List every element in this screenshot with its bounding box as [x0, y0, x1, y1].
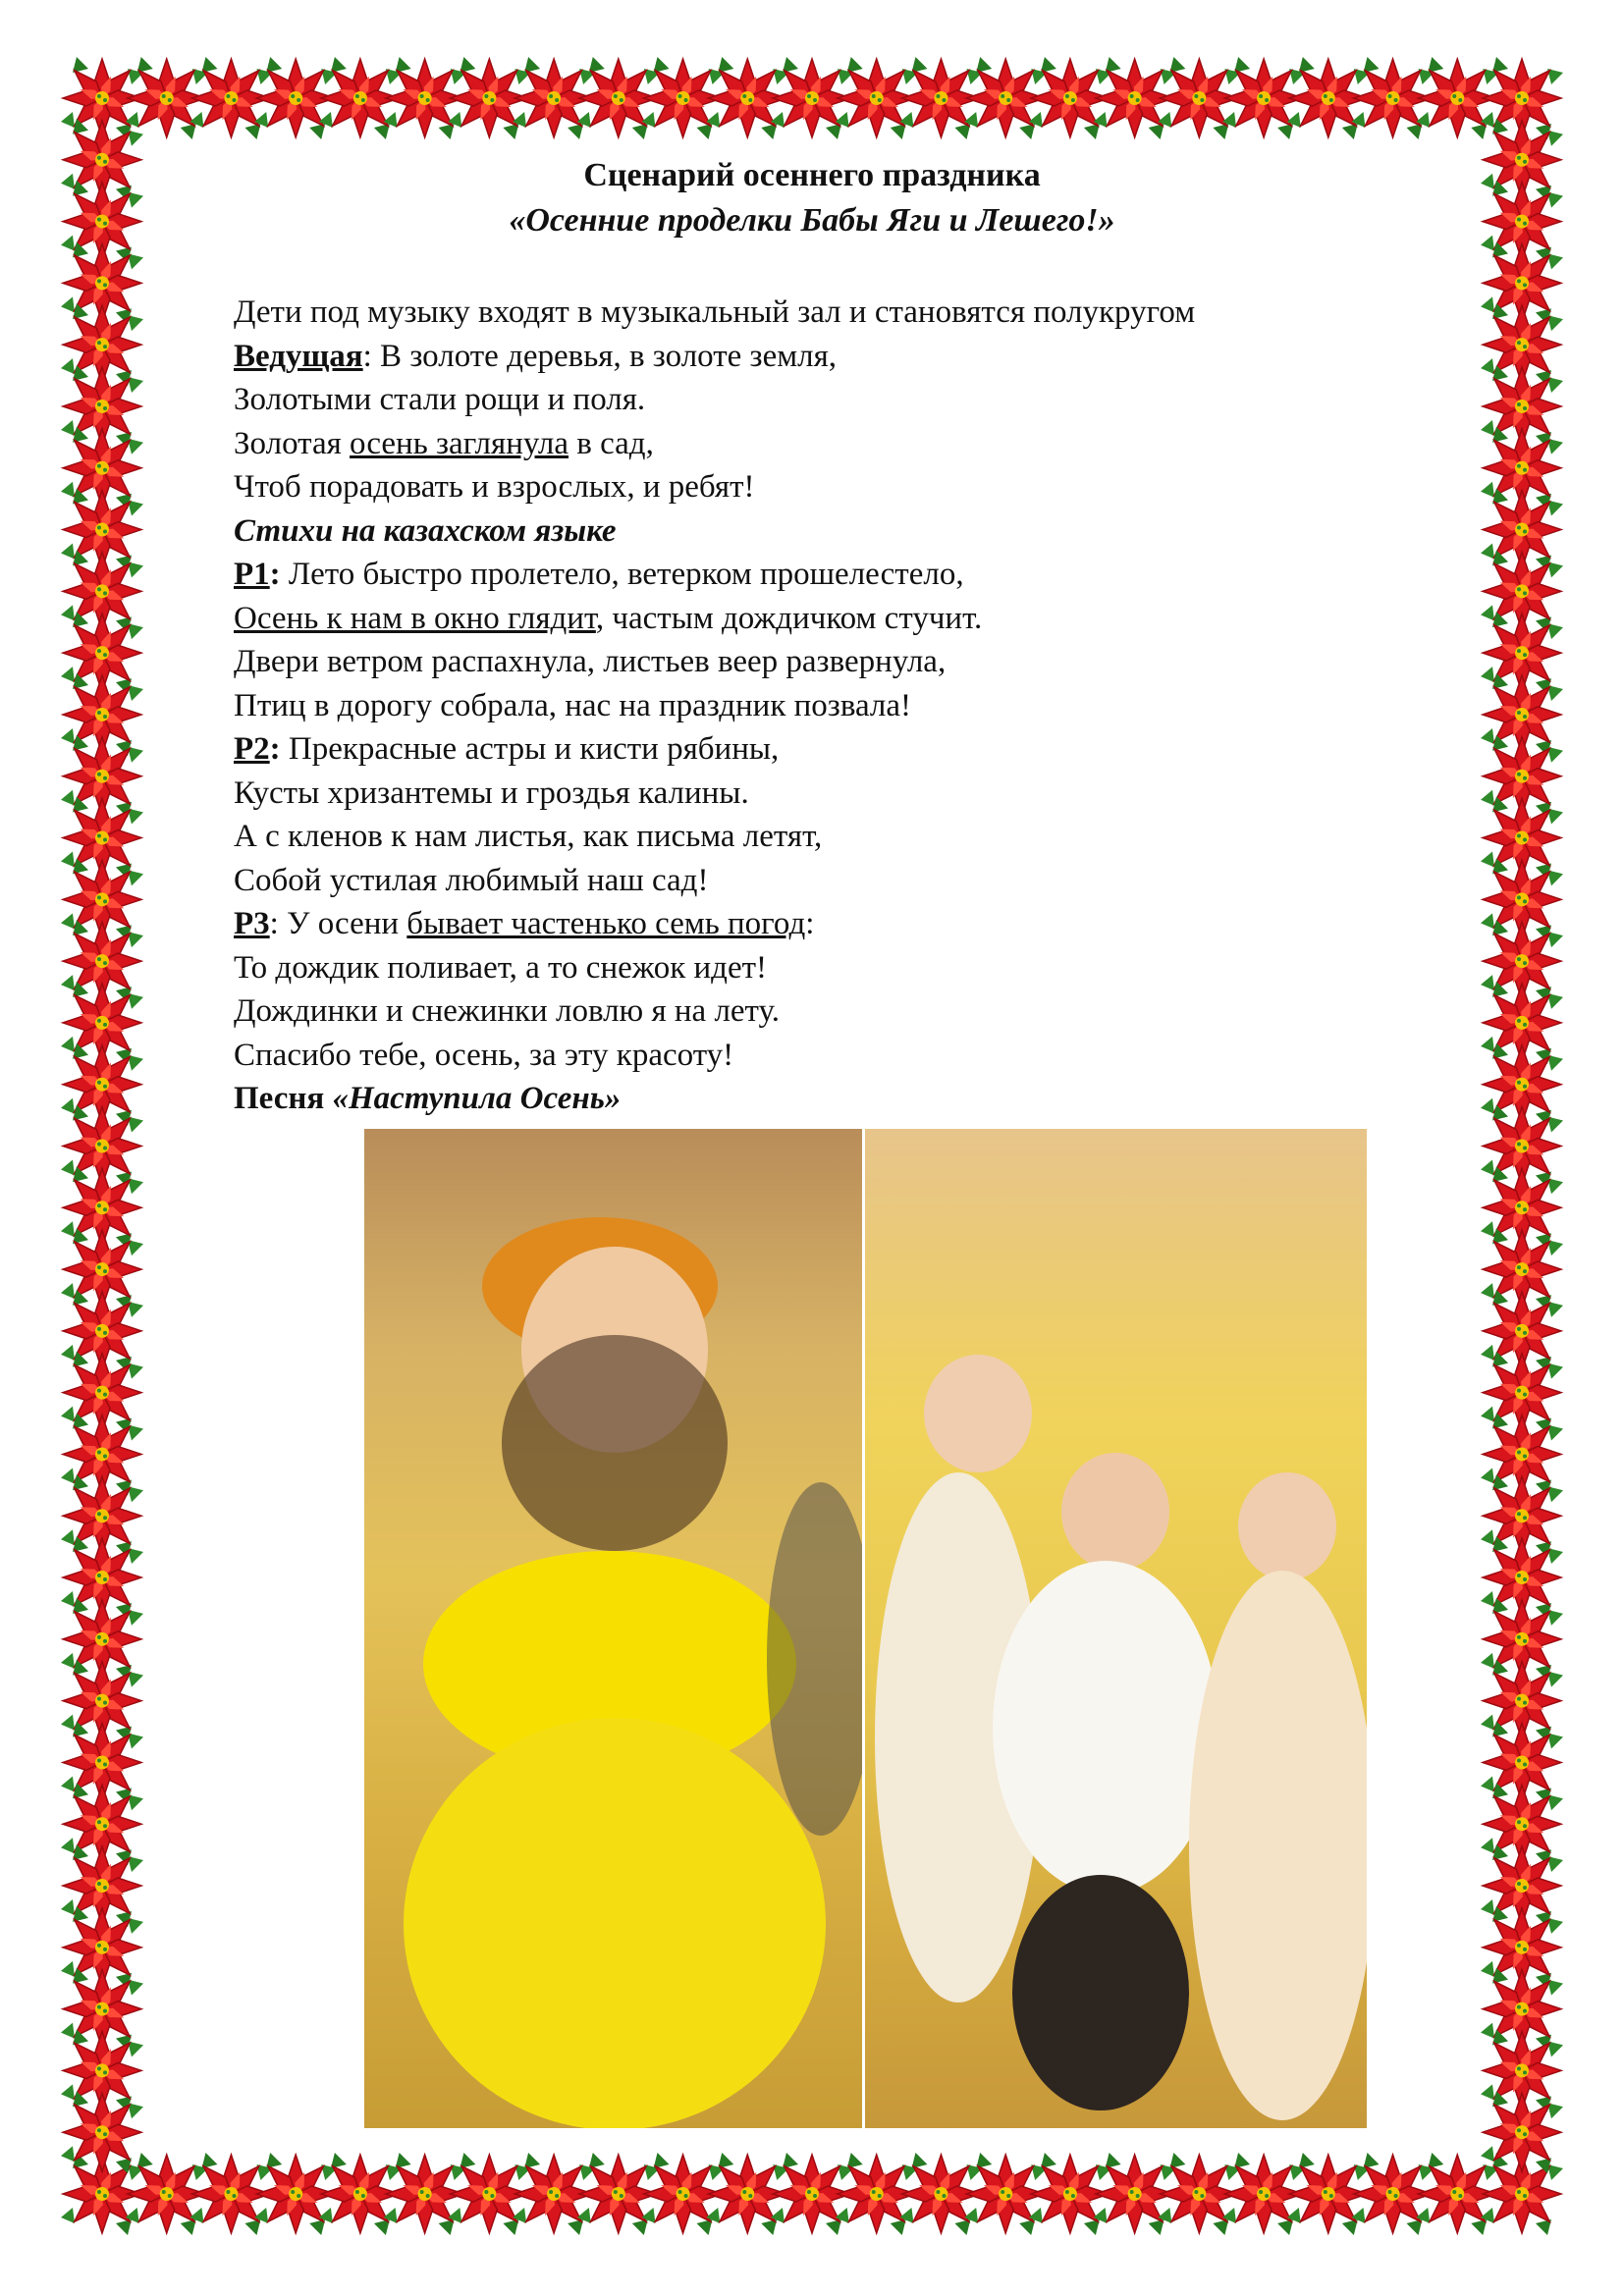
- photo-three-children: [865, 1129, 1367, 2128]
- page-subtitle: «Осенние проделки Бабы Яги и Лешего!»: [509, 202, 1115, 239]
- r3-verse-line: Спасибо тебе, осень, за эту красоту!: [234, 1037, 734, 1073]
- poinsettia-flower: [1481, 2091, 1563, 2173]
- r2-verse-line: Р2: Прекрасные астры и кисти рябины,: [234, 731, 780, 767]
- r3-label: Р3: [234, 906, 270, 941]
- r2-verse-line: А с кленов к нам листья, как письма летят,: [234, 819, 823, 854]
- r1-verse-line: Двери ветром распахнула, листьев веер развернула,: [234, 644, 947, 679]
- r1-verse-line: Р1: Лето быстро пролетело, ветерком прошелестело,: [234, 557, 964, 592]
- kazakh-note: Стихи на казахском языке: [234, 512, 617, 549]
- r1-verse-line: Птиц в дорогу собрала, нас на праздник позвала!: [234, 687, 912, 723]
- r2-verse-line: Кусты хризантемы и гроздья калины.: [234, 774, 749, 811]
- song-title: «Наступила Осень»: [332, 1081, 622, 1116]
- r3-verse-line: Дождинки и снежинки ловлю я на лету.: [234, 993, 780, 1029]
- photo-girl-yellow-dress: [364, 1129, 862, 2128]
- r2-label: Р2: [234, 731, 270, 767]
- host-verse-line: Ведущая: В золоте деревья, в золоте земля,: [234, 338, 838, 374]
- song-line: Песня «Наступила Осень»: [234, 1081, 622, 1116]
- r2-verse-line: Собой устилая любимый наш сад!: [234, 862, 709, 898]
- r3-verse-line: То дождик поливает, а то снежок идет!: [234, 949, 768, 986]
- page-title: Сценарий осеннего праздника: [583, 157, 1041, 193]
- host-verse-line: Золотыми стали рощи и поля.: [234, 382, 646, 417]
- intro-line: Дети под музыку входят в музыкальный зал и становятся полукругом: [234, 294, 1196, 330]
- host-label: Ведущая: [234, 338, 363, 374]
- script-text: [234, 291, 1392, 1121]
- r3-verse-line: Р3: У осени бывает частенько семь погод:: [234, 906, 815, 941]
- poinsettia-flower: [61, 2091, 143, 2173]
- host-verse-line: Золотая осень заглянула в сад,: [234, 425, 654, 461]
- r1-label: Р1: [234, 557, 270, 592]
- r1-verse-line: Осень к нам в окно глядит, частым дождичком стучит.: [234, 600, 983, 636]
- host-verse-line: Чтоб порадовать и взрослых, и ребят!: [234, 469, 755, 505]
